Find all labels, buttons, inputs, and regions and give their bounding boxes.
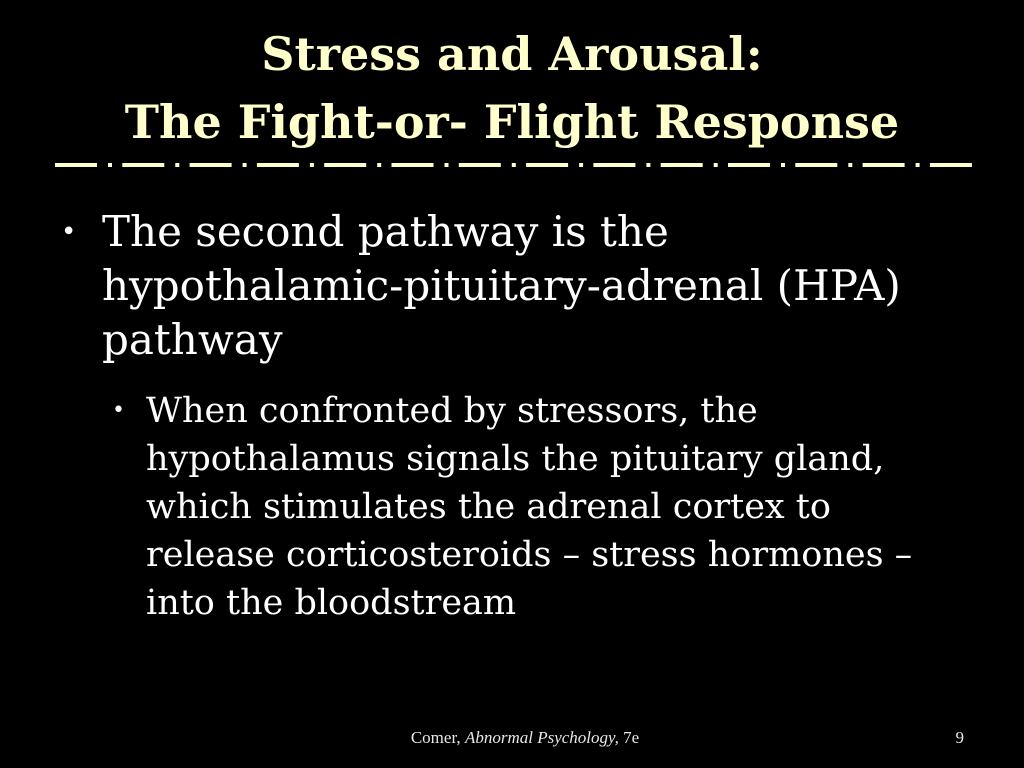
sub-bullet-line: which stimulates the adrenal cortex to	[146, 487, 831, 527]
bullet-line: hypothalamic-pituitary-adrenal (HPA)	[102, 261, 901, 310]
slide-title	[0, 20, 1024, 156]
page-number: 9	[955, 728, 964, 747]
sub-bullet-text	[146, 387, 912, 627]
sub-bullet-line: When confronted by stressors, the	[146, 391, 758, 431]
title-line-1: Stress and Arousal:	[261, 27, 763, 81]
title-line-2: The Fight-or- Flight Response	[124, 95, 900, 149]
bullet-text	[102, 205, 901, 367]
sub-bullet-line: release corticosteroids – stress hormones –	[146, 535, 913, 575]
footer-citation	[300, 728, 750, 748]
footer-book-title: Abnormal Psychology,	[464, 728, 619, 747]
bullet-marker: •	[61, 217, 77, 247]
sub-bullet-line: hypothalamus signals the pituitary gland,	[146, 439, 885, 479]
footer-author: Comer,	[410, 728, 461, 747]
footer-edition: 7e	[623, 728, 640, 747]
bullet-line: The second pathway is the	[102, 207, 669, 256]
sub-bullet-line: into the bloodstream	[146, 583, 517, 623]
sub-bullet-marker: •	[112, 398, 125, 423]
bullet-line: pathway	[102, 315, 283, 364]
title-divider	[55, 159, 972, 169]
